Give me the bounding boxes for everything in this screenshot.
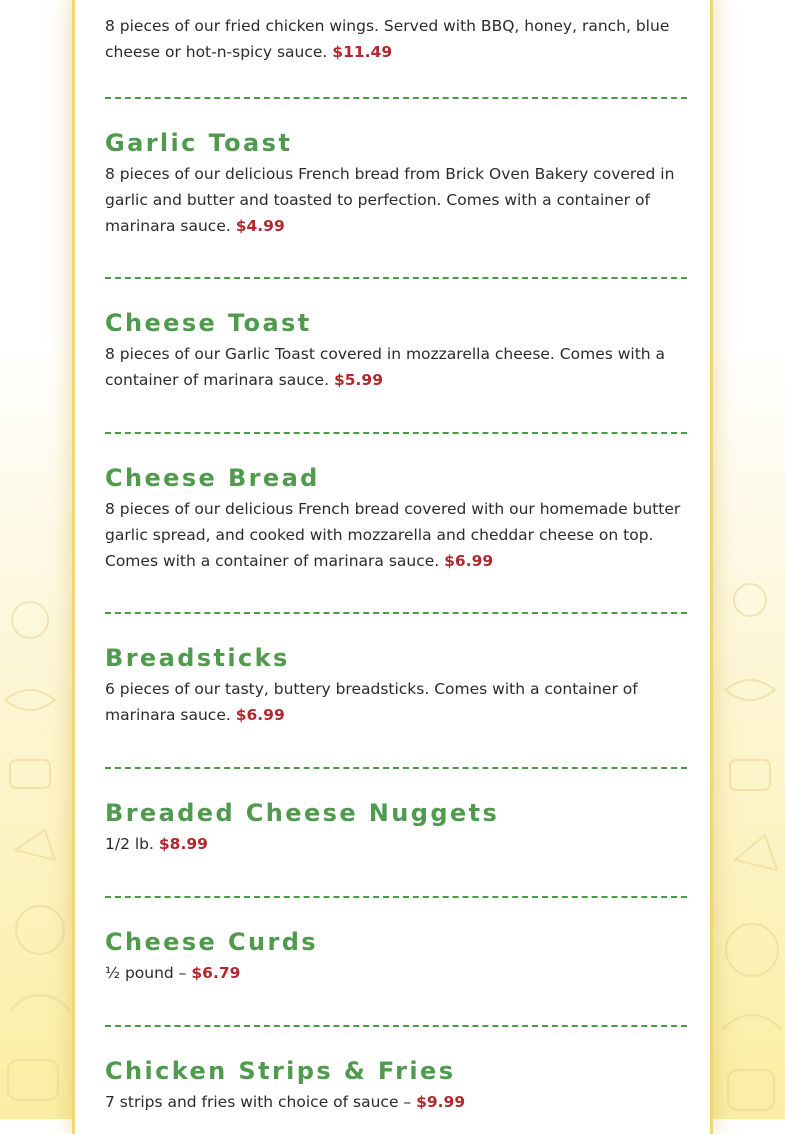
menu-item-breadsticks <box>105 643 687 729</box>
menu-item-description <box>105 832 687 858</box>
menu-item-cheese-bread <box>105 463 687 574</box>
menu-item-title: Cheese Curds <box>105 928 318 956</box>
description-text: 8 pieces of our delicious French bread from Brick Oven Bakery covered in garlic and butter and toasted to perfection. Comes with a container of marinara sauce. <box>105 165 675 235</box>
description-text: 8 pieces of our delicious French bread covered with our homemade butter garlic spread, and cooked with mozzarella and cheddar cheese on top. Comes with a container of marinara sauce. <box>105 500 681 570</box>
menu-item-title: Breadsticks <box>105 644 290 672</box>
menu-item-description <box>105 342 687 394</box>
menu-item-description <box>105 14 687 66</box>
menu-item-description <box>105 961 687 987</box>
menu-item-chicken-strips-fries <box>105 1056 687 1116</box>
dashed-divider <box>105 97 687 99</box>
menu-item-description <box>105 162 687 239</box>
price: $8.99 <box>158 835 208 853</box>
description-text: ½ pound – <box>105 964 187 982</box>
menu-item-cheese-toast <box>105 308 687 394</box>
dashed-divider <box>105 277 687 279</box>
description-text: 8 pieces of our Garlic Toast covered in mozzarella cheese. Comes with a container of marinara sauce. <box>105 345 666 389</box>
menu-item-description <box>105 497 687 574</box>
menu-item-description <box>105 1090 687 1116</box>
description-text: 8 pieces of our fried chicken wings. Served with BBQ, honey, ranch, blue cheese or hot-n-spicy sauce. <box>105 17 670 61</box>
dashed-divider <box>105 896 687 898</box>
dashed-divider <box>105 1025 687 1027</box>
dashed-divider <box>105 767 687 769</box>
price: $9.99 <box>416 1093 466 1111</box>
menu-item-breaded-cheese-nuggets <box>105 798 687 858</box>
menu-item-garlic-toast <box>105 128 687 239</box>
dashed-divider <box>105 612 687 614</box>
description-text: 1/2 lb. <box>105 835 154 853</box>
menu-card <box>72 0 713 1134</box>
price: $6.79 <box>191 964 241 982</box>
price: $11.49 <box>332 42 393 61</box>
menu-item-title: Breaded Cheese Nuggets <box>105 799 500 827</box>
menu-item-title: Cheese Bread <box>105 464 320 492</box>
price: $6.99 <box>235 705 285 724</box>
menu-item-title: Cheese Toast <box>105 309 312 337</box>
menu-item-title: Garlic Toast <box>105 129 293 157</box>
menu-item-title: Chicken Strips & Fries <box>105 1057 456 1085</box>
description-text: 6 pieces of our tasty, buttery breadsticks. Comes with a container of marinara sauce. <box>105 680 638 724</box>
price: $5.99 <box>333 370 383 389</box>
menu-item-description <box>105 677 687 729</box>
menu-item-wings <box>105 10 687 66</box>
dashed-divider <box>105 432 687 434</box>
description-text: 7 strips and fries with choice of sauce – <box>105 1093 412 1111</box>
price: $4.99 <box>235 216 285 235</box>
menu-item-cheese-curds <box>105 927 687 987</box>
price: $6.99 <box>444 551 494 570</box>
